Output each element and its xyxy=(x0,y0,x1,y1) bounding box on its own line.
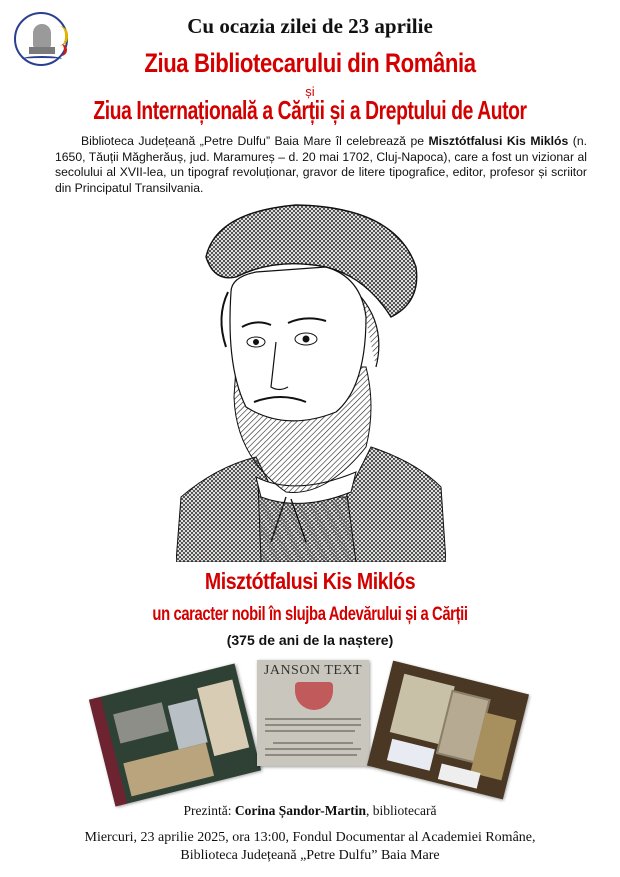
specimen-text-line xyxy=(273,742,353,744)
portrait-engraving xyxy=(176,197,446,562)
specimen-text-line xyxy=(265,748,361,750)
presenter-role: , bibliotecară xyxy=(366,803,437,818)
intro-lead: Biblioteca Județeană „Petre Dulfu” Baia Mare îl celebrează pe xyxy=(81,134,429,148)
event-datetime-location: Miercuri, 23 aprilie 2025, ora 13:00, Fondul Documentar al Academiei Române, xyxy=(84,830,536,845)
event-venue: Biblioteca Județeană „Petre Dulfu” Baia Mare xyxy=(180,848,440,863)
specimen-text-line xyxy=(265,724,361,726)
title-book-day: Ziua Internațională a Cărții și a Dreptului de Autor xyxy=(93,95,527,125)
event-details xyxy=(0,829,620,865)
specimen-text-line xyxy=(265,718,361,720)
intro-name: Misztótfalusi Kis Miklós xyxy=(428,134,569,148)
presenter-line xyxy=(0,803,620,819)
occasion-heading: Cu ocazia zilei de 23 aprilie xyxy=(187,14,433,38)
title-conjunction: și xyxy=(305,84,315,99)
photo-antique-books xyxy=(367,661,529,800)
fleuron-ornament xyxy=(295,682,333,710)
specimen-text-line xyxy=(265,754,357,756)
photo-janson-text-specimen xyxy=(257,660,369,766)
presenter-name: Corina Șandor-Martin xyxy=(234,803,366,818)
janson-heading: JANSON TEXT xyxy=(263,663,363,678)
anniversary-text: (375 de ani de la naștere) xyxy=(226,632,394,648)
feature-subtitle: un caracter nobil în slujba Adevărului și a Cărții xyxy=(152,604,468,625)
intro-rest: (n. 1650, Tăuții Măgherăuș, jud. Maramureș – d. 20 mai 1702, Cluj-Napoca), care a fost un vizionar al secolului al XVII-lea, un tipograf revoluționar, gravor de litere tipografice, editor, profesor și scriitor din Principatul Transilvania. xyxy=(55,134,588,195)
portrait-illustration xyxy=(176,197,446,562)
photo-label-card xyxy=(387,739,435,771)
photo-item xyxy=(113,702,169,743)
presenter-label: Prezintă: xyxy=(183,803,235,818)
intro-paragraph xyxy=(55,134,587,196)
title-librarian-day: Ziua Bibliotecarului din România xyxy=(144,48,476,78)
bust-base xyxy=(29,47,55,54)
photo-type-case xyxy=(123,743,214,797)
specimen-text-line xyxy=(265,730,355,732)
photo-type-case-display xyxy=(89,663,261,806)
feature-name: Misztótfalusi Kis Miklós xyxy=(204,568,416,594)
